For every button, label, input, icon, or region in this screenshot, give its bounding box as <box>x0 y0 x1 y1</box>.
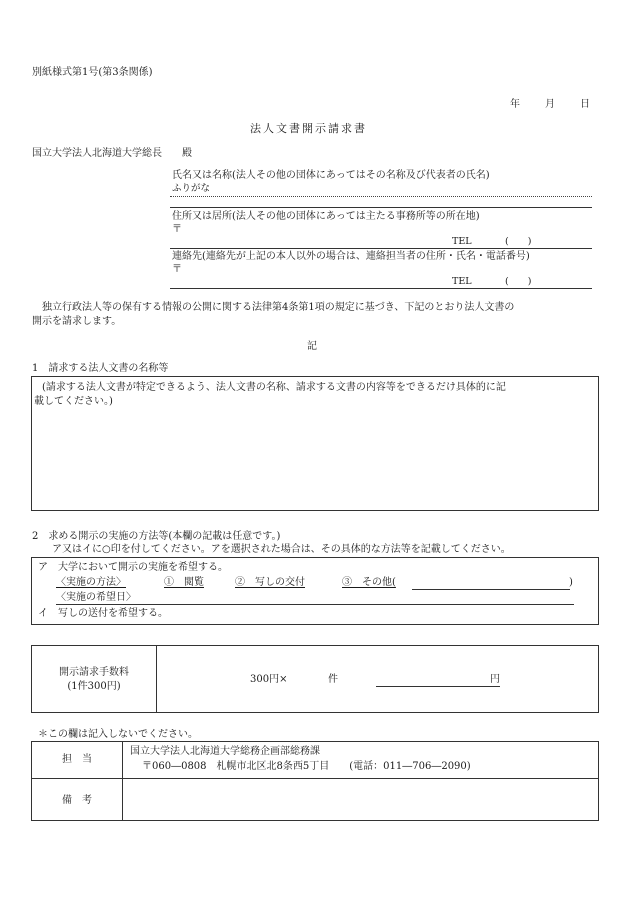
office-table <box>31 741 599 821</box>
tel-label: TEL <box>452 236 472 247</box>
furigana-divider <box>170 196 592 197</box>
page-title: 法人文書開示請求書 <box>250 122 367 135</box>
method-other[interactable]: ③ その他( <box>342 577 396 588</box>
section1-heading: 1 請求する法人文書の名称等 <box>32 363 169 374</box>
tanto-label: 担 当 <box>62 754 92 765</box>
name-line[interactable] <box>170 207 592 208</box>
contact-tel-parens: ( ) <box>505 276 532 287</box>
fee-table <box>31 645 599 713</box>
date-year: 年 <box>510 99 520 110</box>
method-copy[interactable]: ② 写しの交付 <box>235 577 305 588</box>
fee-formula: 300円× <box>250 674 288 685</box>
address-line[interactable] <box>170 248 592 249</box>
date-month: 月 <box>545 99 555 110</box>
method-other-close: ) <box>569 577 573 588</box>
disclosure-method-box <box>31 557 599 625</box>
date-day: 日 <box>580 99 590 110</box>
fee-label-line-1: 開示請求手数料 <box>59 667 129 678</box>
form-number: 別紙様式第1号(第3条関係) <box>32 67 153 78</box>
fee-divider <box>156 646 157 712</box>
intro-line-2: 開示を請求します。 <box>32 316 122 327</box>
method-label: 〈実施の方法〉 <box>56 577 126 588</box>
office-dept: 国立大学法人北海道大学総務企画部総務課 <box>130 746 320 757</box>
address-label: 住所又は居所(法人その他の団体にあっては主たる事務所等の所在地) <box>172 211 480 222</box>
section2-subnote: ア又はイに○印を付してください。アを選択された場合は、その具体的な方法等を記載してください。 <box>52 544 511 555</box>
biko-label: 備 考 <box>62 795 92 806</box>
desired-date-line[interactable] <box>56 604 574 605</box>
fee-count-unit: 件 <box>328 674 338 685</box>
intro-line-1: 独立行政法人等の保有する情報の公開に関する法律第4条第1項の規定に基づき、下記のとおり法人文書の <box>42 302 515 313</box>
fee-amount-line[interactable] <box>376 686 500 687</box>
fee-label-line-2: (1件300円) <box>67 681 121 692</box>
contact-line[interactable] <box>170 288 592 289</box>
contact-label: 連絡先(連絡先が上記の本人以外の場合は、連絡担当者の住所・氏名・電話番号) <box>172 251 530 262</box>
office-address: 〒060―0808 札幌市北区北8条西5丁目 (電話：011―706―2090) <box>142 761 471 772</box>
contact-tel-label: TEL <box>452 276 472 287</box>
postal-mark: 〒 <box>172 224 182 235</box>
ki-heading: 記 <box>307 341 317 352</box>
section2-heading: 2 求める開示の実施の方法等(本欄の記載は任意です。) <box>32 531 281 542</box>
method-other-line[interactable] <box>412 589 570 590</box>
furigana-label: ふりがな <box>172 183 211 194</box>
name-label: 氏名又は名称(法人その他の団体にあってはその名称及び代表者の氏名) <box>172 170 490 181</box>
office-row-divider <box>32 778 598 779</box>
addressee: 国立大学法人北海道大学総長 殿 <box>32 148 192 159</box>
contact-postal-mark: 〒 <box>172 264 182 275</box>
fee-yen: 円 <box>490 674 500 685</box>
desired-date-label: 〈実施の希望日〉 <box>56 592 136 603</box>
section1-note-line-2: 載してください。) <box>34 396 113 407</box>
option-i[interactable]: イ 写しの送付を希望する。 <box>38 608 168 619</box>
method-view[interactable]: ① 閲覧 <box>164 577 204 588</box>
document-name-box[interactable] <box>31 376 599 511</box>
section1-note-line-1: (請求する法人文書が特定できるよう、法人文書の名称、請求する文書の内容等をできるだけ具体的に記 <box>42 382 506 393</box>
office-note: ＊この欄は記入しないでください。 <box>38 729 198 740</box>
tel-parens: ( ) <box>505 236 532 247</box>
option-a[interactable]: ア 大学において開示の実施を希望する。 <box>38 562 228 573</box>
office-divider <box>122 742 123 820</box>
